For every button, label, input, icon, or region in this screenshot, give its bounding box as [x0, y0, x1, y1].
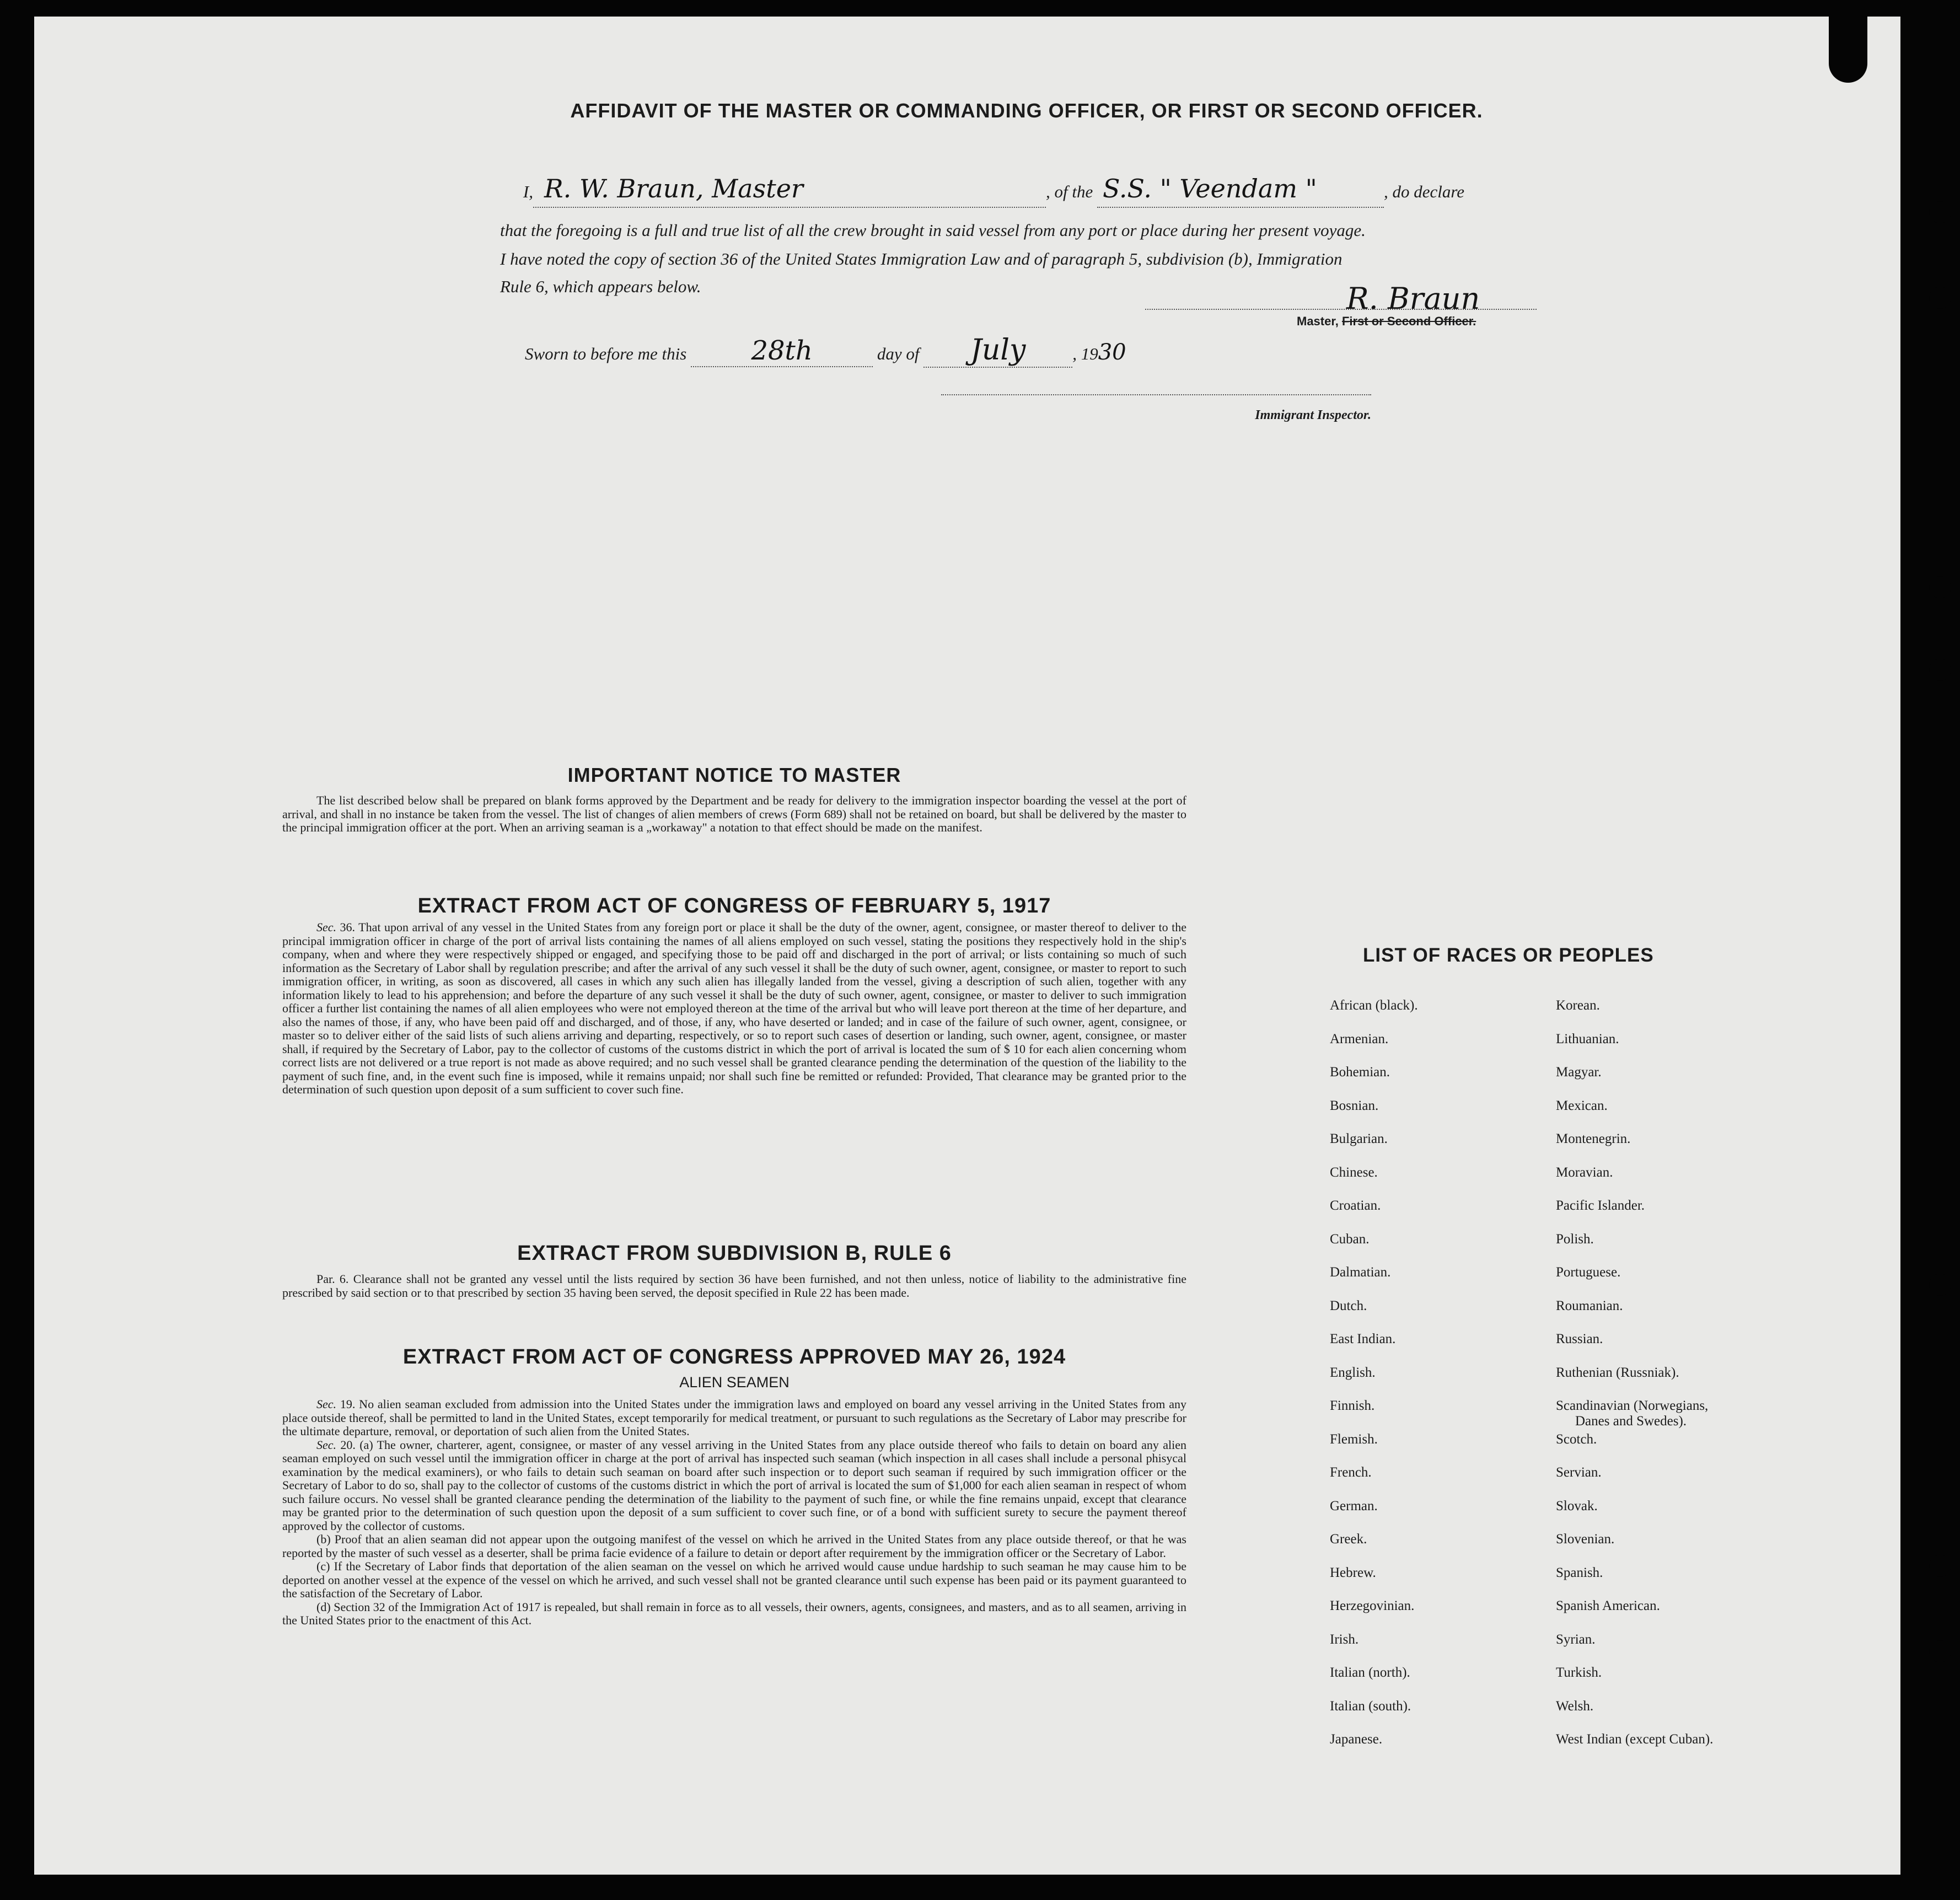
race-item	[1330, 1398, 1418, 1432]
race-item	[1556, 1032, 1713, 1065]
race-item	[1556, 1131, 1713, 1165]
race-item	[1330, 1598, 1418, 1632]
race-item	[1556, 1232, 1713, 1265]
race-label: Italian (south).	[1330, 1698, 1411, 1714]
race-label: Welsh.	[1556, 1698, 1594, 1714]
affidavit-title: AFFIDAVIT OF THE MASTER OR COMMANDING OFFICER, OR FIRST OR SECOND OFFICER.	[570, 99, 1483, 122]
race-label: Hebrew.	[1330, 1565, 1376, 1580]
race-label: Scandinavian (Norwegians,	[1556, 1398, 1709, 1413]
inspector-label: Immigrant Inspector.	[1255, 408, 1371, 422]
race-item	[1556, 1298, 1713, 1332]
sec19-text: 19. No alien seaman excluded from admission into the United States under the immigration laws and employed on board any vessel arriving in the United States from any place outside thereof, shall be permitted to land in the United States, except temporarily for medical treatment, or pursuant to such regulations as the Secretary of Labor may prescribe for the ultimate departure, removal, or deportation of such alien from the United States.	[282, 1397, 1186, 1438]
race-label: Bulgarian.	[1330, 1131, 1388, 1146]
document-page	[34, 17, 1900, 1875]
race-item	[1330, 1365, 1418, 1399]
affidavit-line-3: I have noted the copy of section 36 of the United States Immigration Law and of paragraph 5, subdivision (b), Immigration	[500, 249, 1343, 269]
extract-1924-body	[282, 1398, 1186, 1628]
races-right-column	[1556, 998, 1713, 1765]
torn-corner	[1829, 17, 1867, 83]
race-item	[1556, 1665, 1713, 1699]
race-label: Herzegovinian.	[1330, 1598, 1415, 1613]
race-label: Flemish.	[1330, 1431, 1378, 1447]
race-item	[1330, 1131, 1418, 1165]
race-item	[1556, 1365, 1713, 1399]
sec20a-text: 20. (a) The owner, charterer, agent, consignee, or master of any vessel arriving in the United States from any place outside thereof who fails to detain on board any alien seaman employed on such vessel until the immigration officer in charge at the port of arrival has inspected such seaman (which inspection in all cases shall include a personal phisycal examination by the medical examiners), or who fails to detain such seaman on board after such inspection or to deport such seaman if required by such immigration officer or the Secretary of Labor to do so, shall pay to the collector of customs of the customs district in which the port of arrival is located the sum of $1,000 for each alien seaman in respect of whom such failure occurs. No vessel shall be granted clearance pending the determination of the liability to the payment of such fine, or while the fine remains unpaid, except that clearance may be granted prior to the determination of such question upon the deposit of a sum sufficient to cover such fine, or of a bond with sufficient surety to secure the payment thereof approved by the collector of customs.	[282, 1437, 1187, 1533]
master-signature: R. Braun	[1346, 281, 1480, 316]
race-item	[1556, 1532, 1713, 1565]
notice-text: The list described below shall be prepared on blank forms approved by the Department and be ready for delivery to the immigration inspector boarding the vessel at the port of arrival, and shall in no instance be taken from the vessel. The list of changes of alien members of crews (Form 689) shall not be retained on board, but shall be delivered by the master to the principal immigration officer at the port. When an arriving seaman is a „workaway" a notation to that effect should be made on the manifest.	[282, 793, 1186, 834]
affidavit-line-2: that the foregoing is a full and true list of all the crew brought in said vessel from any port or place during her present voyage.	[500, 221, 1366, 240]
binder-hole	[1929, 1555, 1951, 1577]
race-item	[1330, 1265, 1418, 1298]
race-item	[1556, 1198, 1713, 1232]
race-item	[1556, 1565, 1713, 1599]
notice-body	[282, 794, 1186, 835]
race-item	[1330, 1699, 1418, 1732]
race-item	[1556, 1432, 1713, 1466]
extract-1917-title: EXTRACT FROM ACT OF CONGRESS OF FEBRUARY 5, 1917	[417, 894, 1051, 917]
signer-struck-label: First or Second Officer.	[1341, 314, 1476, 328]
race-label: Cuban.	[1330, 1231, 1370, 1247]
race-item	[1556, 1165, 1713, 1199]
notice-title: IMPORTANT NOTICE TO MASTER	[567, 764, 901, 786]
race-item	[1330, 1565, 1418, 1599]
binder-hole	[1929, 1274, 1951, 1296]
extract-1924-title: EXTRACT FROM ACT OF CONGRESS APPROVED MAY 26, 1924	[402, 1345, 1066, 1368]
race-item	[1330, 998, 1418, 1032]
races-title: LIST OF RACES OR PEOPLES	[1363, 944, 1654, 966]
race-item	[1330, 1198, 1418, 1232]
affidavit-prefix: I,	[523, 182, 533, 201]
race-label: Chinese.	[1330, 1164, 1378, 1180]
sworn-line	[525, 334, 1126, 368]
races-left-column	[1330, 998, 1418, 1765]
race-label: Magyar.	[1556, 1065, 1602, 1080]
race-item	[1330, 1098, 1418, 1132]
race-item	[1330, 1065, 1418, 1098]
sworn-month: July	[970, 334, 1026, 367]
race-item	[1556, 1398, 1713, 1432]
race-label: African (black).	[1330, 998, 1418, 1013]
race-label-continuation: Danes and Swedes).	[1575, 1414, 1687, 1429]
race-label: Bosnian.	[1330, 1098, 1379, 1113]
race-label: Spanish.	[1556, 1565, 1603, 1580]
race-label: Turkish.	[1556, 1665, 1602, 1680]
race-label: Moravian.	[1556, 1164, 1613, 1180]
race-item	[1330, 1032, 1418, 1065]
race-label: Armenian.	[1330, 1031, 1389, 1046]
race-label: Bohemian.	[1330, 1065, 1390, 1080]
race-label: English.	[1330, 1365, 1376, 1380]
race-label: East Indian.	[1330, 1332, 1396, 1346]
race-label: Portuguese.	[1556, 1265, 1621, 1280]
race-item	[1330, 1432, 1418, 1466]
race-label: Dalmatian.	[1330, 1265, 1391, 1280]
rule6-text: Par. 6. Clearance shall not be granted any vessel until the lists required by section 36 have been furnished, and not then unless, notice of liability to the administrative fine prescribed by said section or to that prescribed by section 35 having been served, the deposit specified in Rule 22 has been made.	[282, 1272, 1186, 1300]
race-label: Russian.	[1556, 1332, 1603, 1346]
sworn-year: 30	[1098, 340, 1126, 365]
binder-hole	[1929, 576, 1951, 598]
race-label: Scotch.	[1556, 1431, 1597, 1447]
race-item	[1330, 1465, 1418, 1499]
vessel-name: S.S. " Veendam "	[1103, 174, 1317, 203]
race-item	[1556, 1632, 1713, 1666]
race-label: Slovak.	[1556, 1498, 1598, 1513]
race-item	[1330, 1332, 1418, 1365]
race-item	[1330, 1532, 1418, 1565]
race-label: Spanish American.	[1556, 1598, 1660, 1613]
race-label: West Indian (except Cuban).	[1556, 1732, 1714, 1747]
affidavit-do-declare: , do declare	[1384, 182, 1465, 201]
sec20c-text: (c) If the Secretary of Labor finds that deportation of the alien seaman on the vessel on which he arrived would cause undue hardship to such seaman he may cause him to be deported on another vessel at the expence of the vessel on which he arrived, and such vessel shall not be granted clearance until such expense has been paid or its payment guaranteed to the satisfaction of the Secretary of Labor.	[282, 1559, 1186, 1600]
race-item	[1556, 1499, 1713, 1532]
race-item	[1556, 1598, 1713, 1632]
extract-rule6-title: EXTRACT FROM SUBDIVISION B, RULE 6	[517, 1242, 952, 1265]
alien-seamen-subtitle: ALIEN SEAMEN	[679, 1374, 790, 1391]
binder-hole	[1929, 659, 1951, 681]
race-label: Slovenian.	[1556, 1532, 1615, 1547]
binder-hole	[1929, 201, 1951, 223]
sec-label: Sec.	[316, 920, 337, 934]
binder-hole	[1929, 1640, 1951, 1662]
signature-line	[1145, 309, 1537, 310]
extract-1917-body	[282, 921, 1186, 1097]
race-item	[1330, 1232, 1418, 1265]
race-item	[1556, 1465, 1713, 1499]
race-label: Ruthenian (Russniak).	[1556, 1365, 1679, 1380]
race-item	[1330, 1165, 1418, 1199]
race-item	[1330, 1499, 1418, 1532]
binder-hole	[1929, 287, 1951, 309]
race-item	[1556, 1332, 1713, 1365]
race-item	[1556, 1699, 1713, 1732]
race-label: Mexican.	[1556, 1098, 1608, 1113]
race-label: Roumanian.	[1556, 1298, 1623, 1313]
race-label: Finnish.	[1330, 1398, 1375, 1413]
race-label: Servian.	[1556, 1465, 1602, 1480]
race-label: French.	[1330, 1465, 1372, 1480]
year-prefix: , 19	[1072, 344, 1098, 363]
affidavit-declaration-line	[500, 174, 1464, 208]
race-item	[1556, 1065, 1713, 1098]
race-label: Croatian.	[1330, 1198, 1381, 1213]
signer-title	[1297, 314, 1476, 329]
affidavit-of-the: , of the	[1046, 182, 1093, 201]
race-item	[1330, 1298, 1418, 1332]
race-label: German.	[1330, 1498, 1378, 1513]
affidavit-line-4: Rule 6, which appears below.	[500, 277, 701, 296]
sec20b-text: (b) Proof that an alien seaman did not appear upon the outgoing manifest of the vessel on which he arrived in the United States from any place outside thereof, or that he was reported by the master of such vessel as a deserter, shall be prima facie evidence of a failure to detain or deport after requirement by the immigration officer or the Secretary of Labor.	[282, 1532, 1186, 1560]
sworn-day: 28th	[751, 335, 813, 366]
sec-label: Sec.	[316, 1437, 337, 1452]
race-item	[1330, 1632, 1418, 1666]
race-label: Korean.	[1556, 998, 1600, 1013]
race-item	[1556, 1732, 1713, 1765]
race-item	[1330, 1732, 1418, 1765]
sec20d-text: (d) Section 32 of the Immigration Act of 1917 is repealed, but shall remain in force as to all vessels, their owners, agents, consignees, and masters, and as to all seamen, arriving in the United States prior to the enactment of this Act.	[282, 1600, 1186, 1627]
race-label: Syrian.	[1556, 1631, 1596, 1647]
day-of-label: day of	[877, 344, 920, 363]
race-label: Italian (north).	[1330, 1665, 1410, 1680]
race-item	[1556, 998, 1713, 1032]
race-label: Pacific Islander.	[1556, 1198, 1645, 1213]
master-name: R. W. Braun, Master	[544, 174, 803, 203]
sworn-prefix: Sworn to before me this	[525, 344, 687, 363]
race-item	[1330, 1665, 1418, 1699]
race-label: Japanese.	[1330, 1732, 1383, 1747]
race-label: Polish.	[1556, 1231, 1594, 1247]
extract-rule6-body	[282, 1273, 1186, 1300]
race-item	[1556, 1265, 1713, 1298]
race-item	[1556, 1098, 1713, 1132]
race-label: Irish.	[1330, 1631, 1359, 1647]
race-label: Greek.	[1330, 1532, 1367, 1547]
race-label: Lithuanian.	[1556, 1031, 1619, 1046]
inspector-signature-line	[941, 394, 1371, 395]
sec-label: Sec.	[316, 1397, 337, 1411]
sec36-text: 36. That upon arrival of any vessel in the United States from any foreign port or place it shall be the duty of the owner, agent, consignee, or master thereof to deliver to the principal immigration officer in charge of the port of arrival lists containing the names of all aliens employed on such vessel, stating the positions they respectively hold in the ship's company, when and where they were respectively shipped or engaged, and specifying those to be paid off and discharged in the port of arrival; or lists containing so much of such information as the Secretary of Labor shall by regulation prescribe; and after the arrival of any such vessel it shall be the duty of such owner, agent, consignee, or master to report to such immigration officer, in writing, as soon as discovered, all cases in which any such alien has illegally landed from the vessel, giving a description of such alien, together with any information likely to lead to his apprehension; and before the departure of any such vessel it shall be the duty of such owner, agent, consignee, or master to deliver to such immigration officer a further list containing the names of all alien employees who were not employed thereon at the time of the arrival but who will leave port thereon at the time of her departure, and also the names of those, if any, who have been paid off and discharged, and of those, if any, who have deserted or landed; and in case of the failure of such owner, agent, consignee, or master so to deliver either of the said lists of such aliens arriving and departing, respectively, or so to report such cases of desertion or landing, such owner, agent, consignee, or master shall, if required by the Secretary of Labor, pay to the collector of customs of the customs district in which the port of arrival is located the sum of $ 10 for each alien concerning whom correct lists are not delivered or a true report is not made as above required; and no such vessel shall be granted clearance pending the determination of the question of the liability to the payment of such fine, and, in the event such fine is imposed, while it remains unpaid; nor shall such fine be remitted or refunded: Provided, That clearance may be granted prior to the determination of such question upon deposit of a sum sufficient to cover such fine.	[282, 920, 1186, 1096]
race-label: Dutch.	[1330, 1298, 1367, 1313]
race-label: Montenegrin.	[1556, 1131, 1631, 1146]
signer-master-label: Master,	[1297, 314, 1339, 328]
